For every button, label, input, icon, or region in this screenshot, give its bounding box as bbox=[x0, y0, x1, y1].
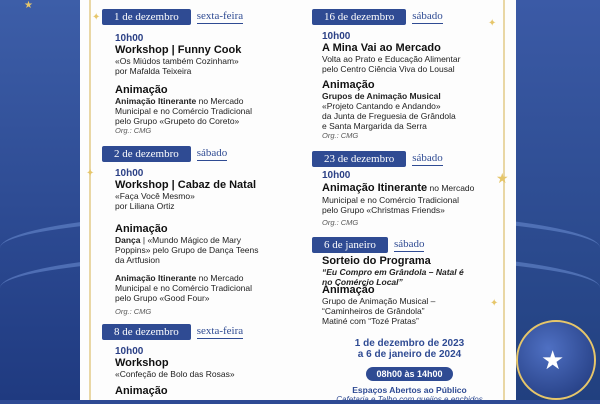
star-icon: ✦ bbox=[488, 18, 497, 29]
date-pill: 16 de dezembro bbox=[312, 9, 406, 25]
event-line: “Caminheiros de Grândola” bbox=[322, 306, 425, 316]
event-line bbox=[115, 273, 305, 283]
event-line: e Santa Margarida da Serra bbox=[322, 121, 427, 131]
star-icon: ★ bbox=[541, 345, 565, 375]
organizer-label: Org.: CMG bbox=[322, 218, 359, 227]
event-line: «Os Miúdos também Cozinham» bbox=[115, 56, 239, 66]
event-text: no Mercado bbox=[427, 183, 475, 193]
star-icon: ✦ bbox=[490, 298, 499, 309]
organizer-label: Org.: CMG bbox=[115, 307, 152, 316]
footer-block bbox=[322, 338, 497, 382]
weekday-label: sábado bbox=[412, 152, 443, 164]
hours-badge: 08h00 às 14h00 bbox=[366, 367, 452, 381]
hours-badge-wrap bbox=[322, 364, 497, 382]
event-text: no Mercado bbox=[196, 96, 244, 106]
event-title: Workshop bbox=[115, 357, 169, 369]
date-header bbox=[102, 146, 227, 162]
event-block bbox=[322, 284, 497, 326]
event-line: pelo Grupo «Christmas Friends» bbox=[322, 205, 445, 215]
star-icon: ✦ bbox=[86, 168, 95, 179]
event-time: 10h00 bbox=[115, 33, 144, 44]
event-line: Municipal e no Comércio Tradicional bbox=[115, 283, 253, 293]
event-block bbox=[322, 170, 497, 227]
date-header bbox=[102, 324, 243, 340]
date-pill: 1 de dezembro bbox=[102, 9, 191, 25]
event-line: da Junta de Freguesia de Grândola bbox=[322, 111, 456, 121]
event-title: Sorteio do Programa bbox=[322, 255, 431, 267]
event-bold: “Eu Compro em Grândola – Natal é bbox=[322, 267, 464, 277]
organizer-label: Org.: CMG bbox=[322, 131, 359, 140]
star-icon: ★ bbox=[24, 0, 33, 11]
footer-spaces bbox=[322, 386, 497, 404]
date-header bbox=[312, 9, 443, 25]
event-line: por Mafalda Teixeira bbox=[115, 66, 192, 76]
date-header bbox=[312, 151, 443, 167]
event-line: Municipal e no Comércio Tradicional bbox=[322, 195, 460, 205]
date-pill: 8 de dezembro bbox=[102, 324, 191, 340]
event-block bbox=[322, 255, 497, 287]
event-bold: Dança bbox=[115, 235, 141, 245]
event-block bbox=[322, 79, 497, 140]
event-text: | «Mundo Mágico de Mary bbox=[140, 235, 241, 245]
event-line: Grupo de Animação Musical – bbox=[322, 296, 436, 306]
event-bold: Grupos de Animação Musical bbox=[322, 91, 441, 101]
weekday-label: sábado bbox=[393, 238, 425, 250]
event-block bbox=[322, 31, 497, 74]
event-line: pelo Grupo «Grupeto do Coreto» bbox=[115, 116, 240, 126]
weekday-label: sábado bbox=[412, 10, 443, 22]
event-line: Matiné com “Tozé Pratas” bbox=[322, 316, 419, 326]
event-title: Animação bbox=[322, 79, 375, 91]
event-line: Poppins» pelo Grupo de Dança Teens bbox=[115, 245, 259, 255]
star-icon: ★ bbox=[496, 170, 509, 186]
event-block bbox=[115, 168, 305, 211]
date-header bbox=[312, 237, 424, 253]
spaces-subtitle: Cafetaria e Talho com queijos e enchidos bbox=[336, 395, 483, 404]
event-line: Municipal e no Comércio Tradicional bbox=[115, 106, 253, 116]
event-title: Animação Itinerante bbox=[322, 182, 428, 194]
weekday-label: sexta-feira bbox=[196, 10, 244, 22]
event-title: Workshop | Funny Cook bbox=[115, 44, 242, 56]
event-title: Animação bbox=[115, 385, 168, 397]
event-block bbox=[115, 33, 305, 76]
event-block bbox=[115, 223, 305, 265]
event-line: «Faça Você Mesmo» bbox=[115, 191, 195, 201]
event-line: «Confeção de Bolo das Rosas» bbox=[115, 369, 235, 379]
event-title: Animação bbox=[115, 84, 168, 96]
event-title: Animação bbox=[115, 223, 168, 235]
date-range-line: a 6 de janeiro de 2024 bbox=[357, 349, 462, 360]
date-pill: 23 de dezembro bbox=[312, 151, 406, 167]
event-title: Workshop | Cabaz de Natal bbox=[115, 179, 257, 191]
event-line: por Liliana Ortiz bbox=[115, 201, 175, 211]
event-text: no Mercado bbox=[196, 273, 244, 283]
date-pill: 6 de janeiro bbox=[312, 237, 388, 253]
event-line bbox=[115, 96, 305, 106]
event-line: pelo Centro Ciência Viva do Lousal bbox=[322, 64, 455, 74]
weekday-label: sexta-feira bbox=[196, 325, 244, 337]
event-bold: no Comércio Local” bbox=[322, 277, 403, 287]
event-line: pelo Grupo «Good Four» bbox=[115, 293, 210, 303]
event-line bbox=[115, 235, 305, 245]
weekday-label: sábado bbox=[196, 147, 228, 159]
event-bold: Animação Itinerante bbox=[115, 96, 197, 106]
event-bold: Animação Itinerante bbox=[115, 273, 197, 283]
event-time: 10h00 bbox=[322, 170, 351, 181]
spaces-title: Espaços Abertos ao Público bbox=[352, 385, 467, 395]
event-line: «Projeto Cantando e Andando» bbox=[322, 101, 441, 111]
date-range-line: 1 de dezembro de 2023 bbox=[354, 338, 465, 349]
event-title: Animação bbox=[322, 284, 375, 296]
date-pill: 2 de dezembro bbox=[102, 146, 191, 162]
event-line: Volta ao Prato e Educação Alimentar bbox=[322, 54, 461, 64]
date-header bbox=[102, 9, 243, 25]
event-block bbox=[115, 346, 305, 397]
event-time: 10h00 bbox=[322, 31, 351, 42]
organizer-label: Org.: CMG bbox=[115, 126, 152, 135]
event-block bbox=[115, 273, 305, 316]
event-line bbox=[322, 181, 497, 195]
event-title: A Mina Vai ao Mercado bbox=[322, 42, 441, 54]
event-time: 10h00 bbox=[115, 346, 144, 357]
star-icon: ✦ bbox=[92, 12, 101, 23]
event-time: 10h00 bbox=[115, 168, 144, 179]
event-block bbox=[115, 84, 305, 135]
event-line: da Artfusion bbox=[115, 255, 160, 265]
